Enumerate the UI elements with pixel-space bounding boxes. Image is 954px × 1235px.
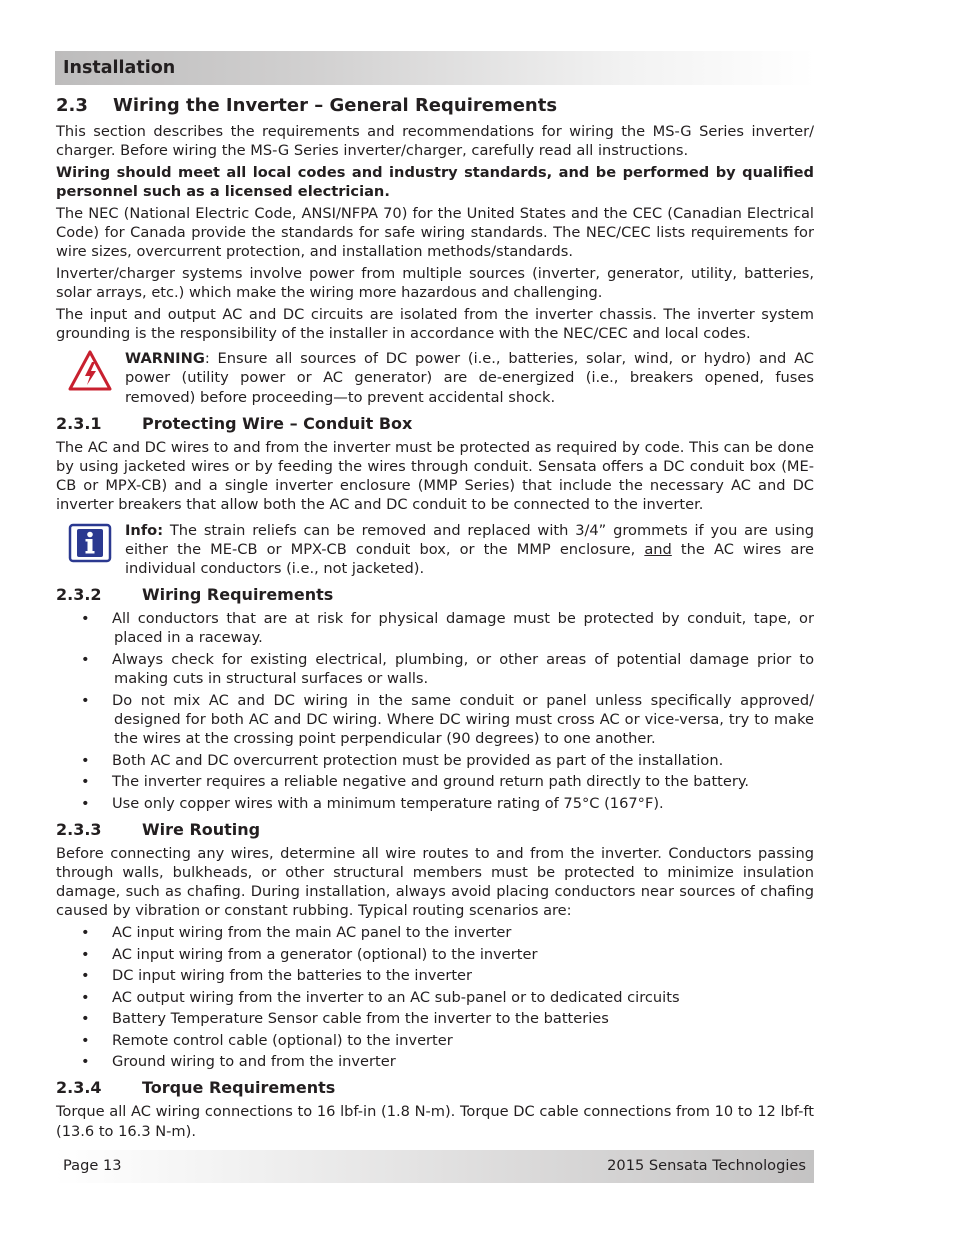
page-footer [55, 1150, 814, 1183]
list-item [56, 1031, 814, 1050]
subsection-heading [56, 585, 814, 605]
list-item [56, 966, 814, 985]
subsection-number: 2.3.4 [56, 1078, 102, 1098]
list-item-text: AC input wiring from the main AC panel to the inverter [112, 924, 512, 942]
wiring-requirements-list [56, 609, 814, 813]
bullet: • [81, 924, 90, 942]
bullet: • [81, 751, 90, 769]
subsection-paragraph: The AC and DC wires to and from the inverter must be protected as required by code. This can be done by using jacketed wires or by feeding the wires through conduit. Sensata offers a DC conduit box (ME-CB or MPX-CB) and a single inverter enclosure (MMP Series) that include the necessary AC and DC inverter breakers that allow both the AC and DC conduit to be connected to the inverter. [56, 438, 814, 514]
bullet: • [81, 610, 90, 628]
electrical-hazard-warning-icon [68, 349, 112, 393]
subsection-title: Wiring Requirements [142, 585, 334, 605]
bullet: • [81, 650, 90, 668]
list-item [56, 923, 814, 942]
list-item [56, 1052, 814, 1071]
section-bold-paragraph: Wiring should meet all local codes and industry standards, and be performed by qualified personnel such as a licensed electrician. [56, 163, 814, 201]
list-item-text: All conductors that are at risk for physical damage must be protected by conduit, tape, or placed in a raceway. [112, 610, 814, 647]
list-item [56, 650, 814, 688]
list-item-text: Always check for existing electrical, plumbing, or other areas of potential damage prior to making cuts in structural surfaces or walls. [112, 650, 814, 688]
bullet: • [81, 691, 90, 709]
subsection-number: 2.3.1 [56, 413, 102, 433]
list-item [56, 945, 814, 964]
section-paragraph: The NEC (National Electric Code, ANSI/NFPA 70) for the United States and the CEC (Canadian Electrical Code) for Canada provide the standards for safe wiring standards. The NEC/CEC lists requirements for wire sizes, overcurrent protection, and installation methods/standards. [56, 204, 814, 261]
subsection-heading [56, 820, 814, 840]
section-paragraph: This section describes the requirements and recommendations for wiring the MS-G Series inverter/ charger. Before wiring the MS-G Series inverter/charger, carefully read all instructions. [56, 123, 814, 160]
info-body: The strain reliefs can be removed and replaced with 3/4” grommets if you are using either the ME-CB or MPX-CB conduit box, or the MMP enclosure, [125, 521, 814, 558]
info-note [56, 521, 814, 579]
list-item [56, 988, 814, 1007]
bullet: • [81, 794, 90, 812]
subsection-paragraph: Torque all AC wiring connections to 16 lbf-in (1.8 N-m). Torque DC cable connections from 10 to 12 lbf-ft (13.6 to 16.3 N-m). [56, 1103, 814, 1140]
header-title: Installation [63, 58, 176, 78]
subsection-number: 2.3.3 [56, 819, 102, 839]
info-body-end: the AC wires are individual conductors (i.e., not jacketed). [125, 540, 814, 578]
list-item [56, 751, 814, 770]
section-paragraph: Inverter/charger systems involve power from multiple sources (inverter, generator, utility, batteries, solar arrays, etc.) which make the wiring more hazardous and challenging. [56, 264, 814, 302]
list-item-text: The inverter requires a reliable negative and ground return path directly to the battery. [112, 773, 750, 791]
info-label: Info: [125, 521, 164, 539]
bullet: • [81, 1010, 90, 1028]
copyright-text: 2015 Sensata Technologies [607, 1157, 806, 1174]
list-item-text: AC input wiring from a generator (optional) to the inverter [112, 945, 538, 963]
bullet: • [81, 773, 90, 791]
page-number: Page 13 [63, 1157, 122, 1174]
subsection-heading [56, 414, 814, 434]
list-item-text: Battery Temperature Sensor cable from the inverter to the batteries [112, 1010, 609, 1028]
list-item-text: Ground wiring to and from the inverter [112, 1053, 396, 1071]
list-item-text: Remote control cable (optional) to the inverter [112, 1031, 453, 1049]
info-icon [68, 521, 112, 565]
bullet: • [81, 1031, 90, 1049]
bullet: • [81, 945, 90, 963]
warning-label: WARNING [125, 350, 205, 368]
list-item [56, 609, 814, 647]
list-item-text: Do not mix AC and DC wiring in the same conduit or panel unless specifically approved/ designed for both AC and DC wiring. Where DC wiring must cross AC or vice-versa, try to make the wires at the crossing point perpendicular (90 degrees) to one another. [112, 691, 814, 748]
info-underlined-word: and [644, 540, 672, 558]
list-item [56, 1009, 814, 1028]
page-content [56, 92, 814, 1143]
section-header-bar [55, 51, 815, 85]
list-item-text: AC output wiring from the inverter to an AC sub-panel or to dedicated circuits [112, 988, 680, 1006]
bullet: • [81, 1053, 90, 1071]
list-item [56, 772, 814, 791]
warning-body: : Ensure all sources of DC power (i.e., batteries, solar, wind, or hydro) and AC power (utility power or AC generator) are de-energized (i.e., breakers opened, fuses removed) before proceeding—to prevent accidental shock. [125, 350, 814, 406]
wire-routing-list [56, 923, 814, 1071]
subsection-title: Protecting Wire – Conduit Box [142, 413, 413, 433]
list-item [56, 794, 814, 813]
warning-note [56, 349, 814, 407]
section-paragraph: The input and output AC and DC circuits are isolated from the inverter chassis. The inverter system grounding is the responsibility of the installer in accordance with the NEC/CEC and local codes. [56, 305, 814, 343]
subsection-title: Torque Requirements [142, 1078, 336, 1098]
list-item [56, 691, 814, 749]
list-item-text: Use only copper wires with a minimum temperature rating of 75°C (167°F). [112, 794, 664, 812]
subsection-number: 2.3.2 [56, 585, 102, 605]
subsection-heading [56, 1078, 814, 1098]
section-title: Wiring the Inverter – General Requirements [113, 95, 558, 116]
info-text [125, 521, 814, 579]
list-item-text: DC input wiring from the batteries to the inverter [112, 967, 473, 985]
warning-text [125, 349, 814, 407]
bullet: • [81, 988, 90, 1006]
subsection-paragraph: Before connecting any wires, determine all wire routes to and from the inverter. Conductors passing through walls, bulkheads, or other structural members must be protected to minimize insulation damage, such as chafing. During installation, always avoid placing conductors near sources of chafing caused by vibration or constant rubbing. Typical routing scenarios are: [56, 844, 814, 920]
section-number: 2.3 [56, 95, 88, 116]
subsection-title: Wire Routing [142, 819, 261, 839]
bullet: • [81, 967, 90, 985]
section-heading [56, 95, 814, 117]
list-item-text: Both AC and DC overcurrent protection must be provided as part of the installation. [112, 751, 724, 769]
